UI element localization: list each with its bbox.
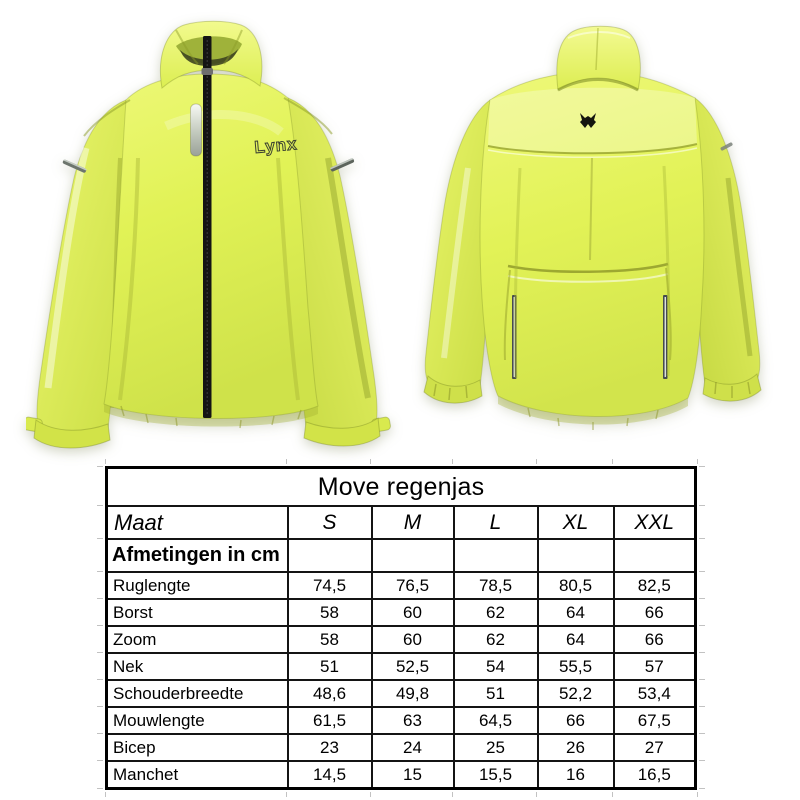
back-collar	[557, 26, 641, 90]
measurement-value: 55,5	[538, 653, 614, 680]
table-row	[107, 653, 696, 680]
measurement-value: 26	[538, 734, 614, 761]
measurement-value: 57	[614, 653, 696, 680]
table-row	[107, 626, 696, 653]
gridline-stub	[699, 733, 705, 734]
table-size-header-row	[107, 506, 696, 539]
gridline-stub	[699, 760, 705, 761]
table-row	[107, 680, 696, 707]
measurement-value: 15,5	[454, 761, 538, 789]
gridline-stub	[699, 571, 705, 572]
measurement-value: 60	[372, 599, 454, 626]
measurement-value: 76,5	[372, 572, 454, 599]
measurement-label: Bicep	[107, 734, 288, 761]
gridline-stub	[97, 505, 103, 506]
gridline-stub	[286, 459, 287, 464]
size-header: XL	[538, 506, 614, 539]
gridline-stub	[699, 505, 705, 506]
gridline-stub	[97, 679, 103, 680]
jacket-back-photo	[408, 8, 776, 460]
gridline-stub	[536, 792, 537, 797]
table-title-row	[107, 468, 696, 507]
empty-cell	[454, 539, 538, 572]
empty-cell	[538, 539, 614, 572]
table-row	[107, 707, 696, 734]
gridline-stub	[97, 466, 103, 467]
measurement-value: 15	[372, 761, 454, 789]
table-title: Move regenjas	[107, 468, 696, 507]
gridline-stub	[699, 625, 705, 626]
empty-cell	[288, 539, 372, 572]
measurement-value: 24	[372, 734, 454, 761]
gridline-stub	[97, 598, 103, 599]
jacket-back-illustration	[408, 8, 776, 460]
measurement-value: 54	[454, 653, 538, 680]
measurement-value: 64,5	[454, 707, 538, 734]
measurement-value: 52,2	[538, 680, 614, 707]
measurement-label: Zoom	[107, 626, 288, 653]
gridline-stub	[97, 760, 103, 761]
size-header: L	[454, 506, 538, 539]
measurement-label: Schouderbreedte	[107, 680, 288, 707]
gridline-stub	[612, 459, 613, 464]
measurement-value: 23	[288, 734, 372, 761]
gridline-stub	[699, 679, 705, 680]
measurement-value: 80,5	[538, 572, 614, 599]
gridline-stub	[452, 459, 453, 464]
size-header: M	[372, 506, 454, 539]
measurement-value: 63	[372, 707, 454, 734]
measurement-value: 58	[288, 599, 372, 626]
measurement-value: 27	[614, 734, 696, 761]
gridline-stub	[699, 598, 705, 599]
measurement-value: 51	[454, 680, 538, 707]
section-label: Afmetingen in cm	[107, 539, 288, 572]
gridline-stub	[97, 652, 103, 653]
measurement-value: 67,5	[614, 707, 696, 734]
empty-cell	[372, 539, 454, 572]
gridline-stub	[536, 459, 537, 464]
table-row	[107, 599, 696, 626]
measurement-value: 14,5	[288, 761, 372, 789]
measurement-label: Mouwlengte	[107, 707, 288, 734]
table-row	[107, 572, 696, 599]
brand-wordmark: Lynx	[253, 134, 299, 157]
measurement-value: 64	[538, 599, 614, 626]
measurement-value: 25	[454, 734, 538, 761]
front-zipper-icon	[202, 36, 214, 418]
measurement-value: 74,5	[288, 572, 372, 599]
gridline-stub	[699, 652, 705, 653]
measurement-value: 66	[538, 707, 614, 734]
gridline-stub	[370, 459, 371, 464]
gridline-stub	[452, 792, 453, 797]
table-section-row	[107, 539, 696, 572]
gridline-stub	[97, 625, 103, 626]
gridline-stub	[370, 792, 371, 797]
size-column-label: Maat	[107, 506, 288, 539]
measurement-value: 66	[614, 599, 696, 626]
measurement-value: 61,5	[288, 707, 372, 734]
gridline-stub	[105, 459, 106, 464]
measurement-value: 78,5	[454, 572, 538, 599]
gridline-stub	[97, 571, 103, 572]
measurement-value: 16	[538, 761, 614, 789]
measurement-value: 66	[614, 626, 696, 653]
table-row	[107, 734, 696, 761]
gridline-stub	[97, 706, 103, 707]
measurement-label: Manchet	[107, 761, 288, 789]
measurement-value: 52,5	[372, 653, 454, 680]
measurement-value: 58	[288, 626, 372, 653]
gridline-stub	[697, 792, 698, 797]
gridline-stub	[97, 788, 103, 789]
table-row	[107, 761, 696, 789]
gridline-stub	[97, 538, 103, 539]
size-table	[105, 466, 697, 790]
gridline-stub	[699, 538, 705, 539]
measurement-label: Borst	[107, 599, 288, 626]
measurement-value: 82,5	[614, 572, 696, 599]
gridline-stub	[699, 466, 705, 467]
empty-cell	[614, 539, 696, 572]
gridline-stub	[612, 792, 613, 797]
measurement-value: 16,5	[614, 761, 696, 789]
gridline-stub	[699, 788, 705, 789]
measurement-value: 64	[538, 626, 614, 653]
measurement-value: 60	[372, 626, 454, 653]
measurement-value: 49,8	[372, 680, 454, 707]
measurement-value: 62	[454, 626, 538, 653]
gridline-stub	[97, 733, 103, 734]
measurement-value: 53,4	[614, 680, 696, 707]
jacket-front-photo	[26, 8, 392, 458]
size-chart	[105, 466, 697, 790]
size-header: XXL	[614, 506, 696, 539]
measurement-label: Nek	[107, 653, 288, 680]
gridline-stub	[699, 706, 705, 707]
jacket-front-illustration	[26, 8, 392, 458]
gridline-stub	[105, 792, 106, 797]
reflective-chest-strip-icon	[191, 104, 202, 156]
measurement-label: Ruglengte	[107, 572, 288, 599]
size-header: S	[288, 506, 372, 539]
gridline-stub	[286, 792, 287, 797]
measurement-value: 62	[454, 599, 538, 626]
gridline-stub	[697, 459, 698, 464]
measurement-value: 48,6	[288, 680, 372, 707]
measurement-value: 51	[288, 653, 372, 680]
zipper-pull-icon	[202, 68, 214, 75]
